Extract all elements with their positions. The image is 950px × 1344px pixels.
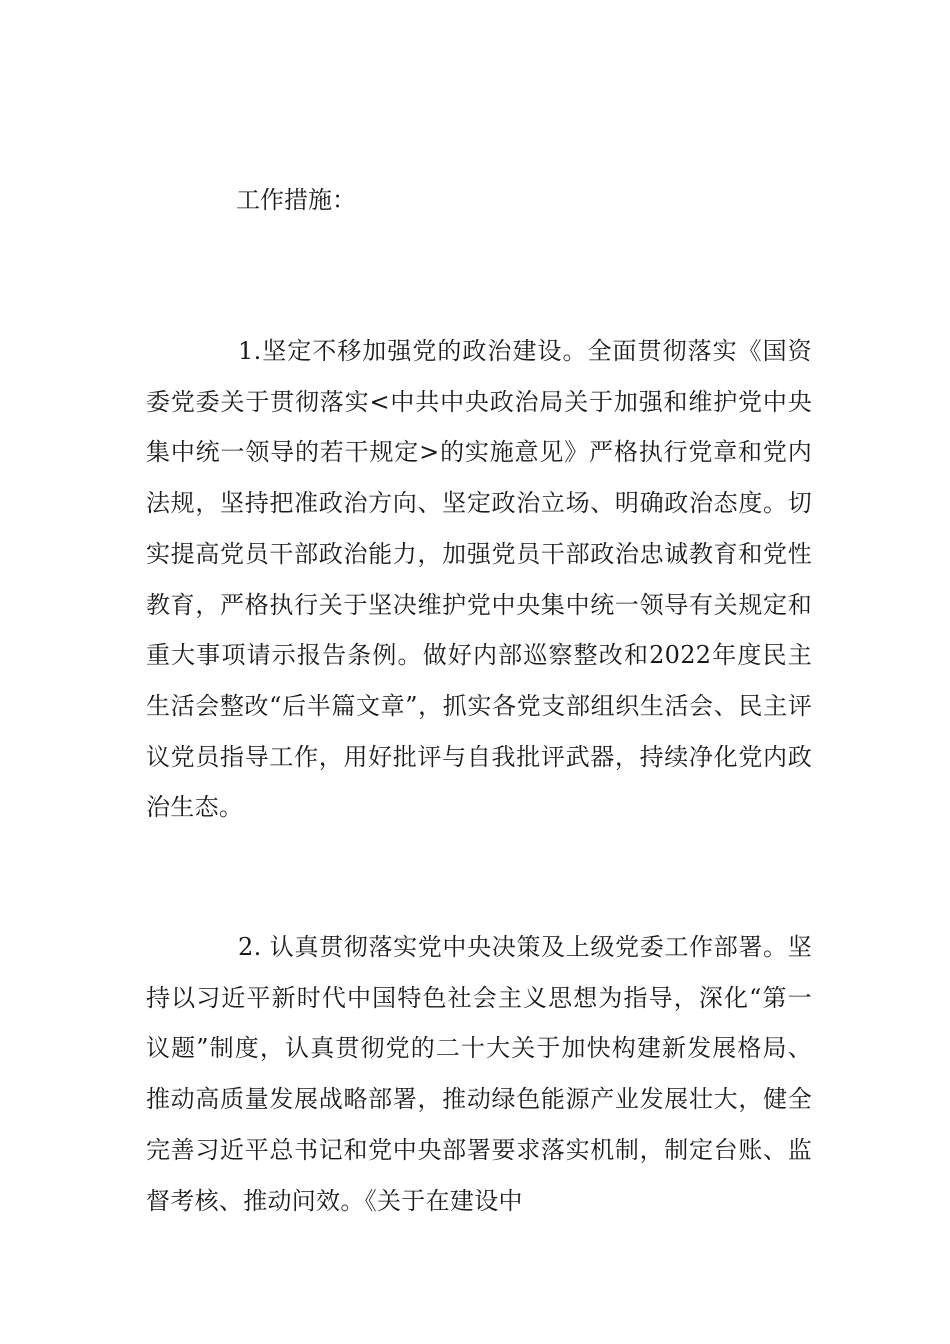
paragraph-1: 1.坚定不移加强党的政治建设。全面贯彻落实《国资委党委关于贯彻落实<中共中央政治局关于加强和维护党中央集中统一领导的若干规定>的实施意见》严格执行党章和党内法规，坚持把准政治方向、坚定政治立场、明确政治态度。切实提高党员干部政治能力，加强党员干部政治忠诚教育和党性教育，严格执行关于坚决维护党中央集中统一领导有关规定和重大事项请示报告条例。做好内部巡察整改和2022年度民主生活会整改“后半篇文章”，抓实各党支部组织生活会、民主评议党员指导工作，用好批评与自我批评武器，持续净化党内政治生态。: [146, 337, 812, 822]
paragraph-2: 2. 认真贯彻落实党中央决策及上级党委工作部署。坚持以习近平新时代中国特色社会主义思想为指导，深化“第一议题”制度，认真贯彻党的二十大关于加快构建新发展格局、推动高质量发展战略部署，推动绿色能源产业发展壮大，健全完善习近平总书记和党中央部署要求落实机制，制定台账、监督考核、推动问效。《关于在建设中: [146, 933, 812, 1215]
section-heading: 工作措施：: [236, 186, 356, 214]
